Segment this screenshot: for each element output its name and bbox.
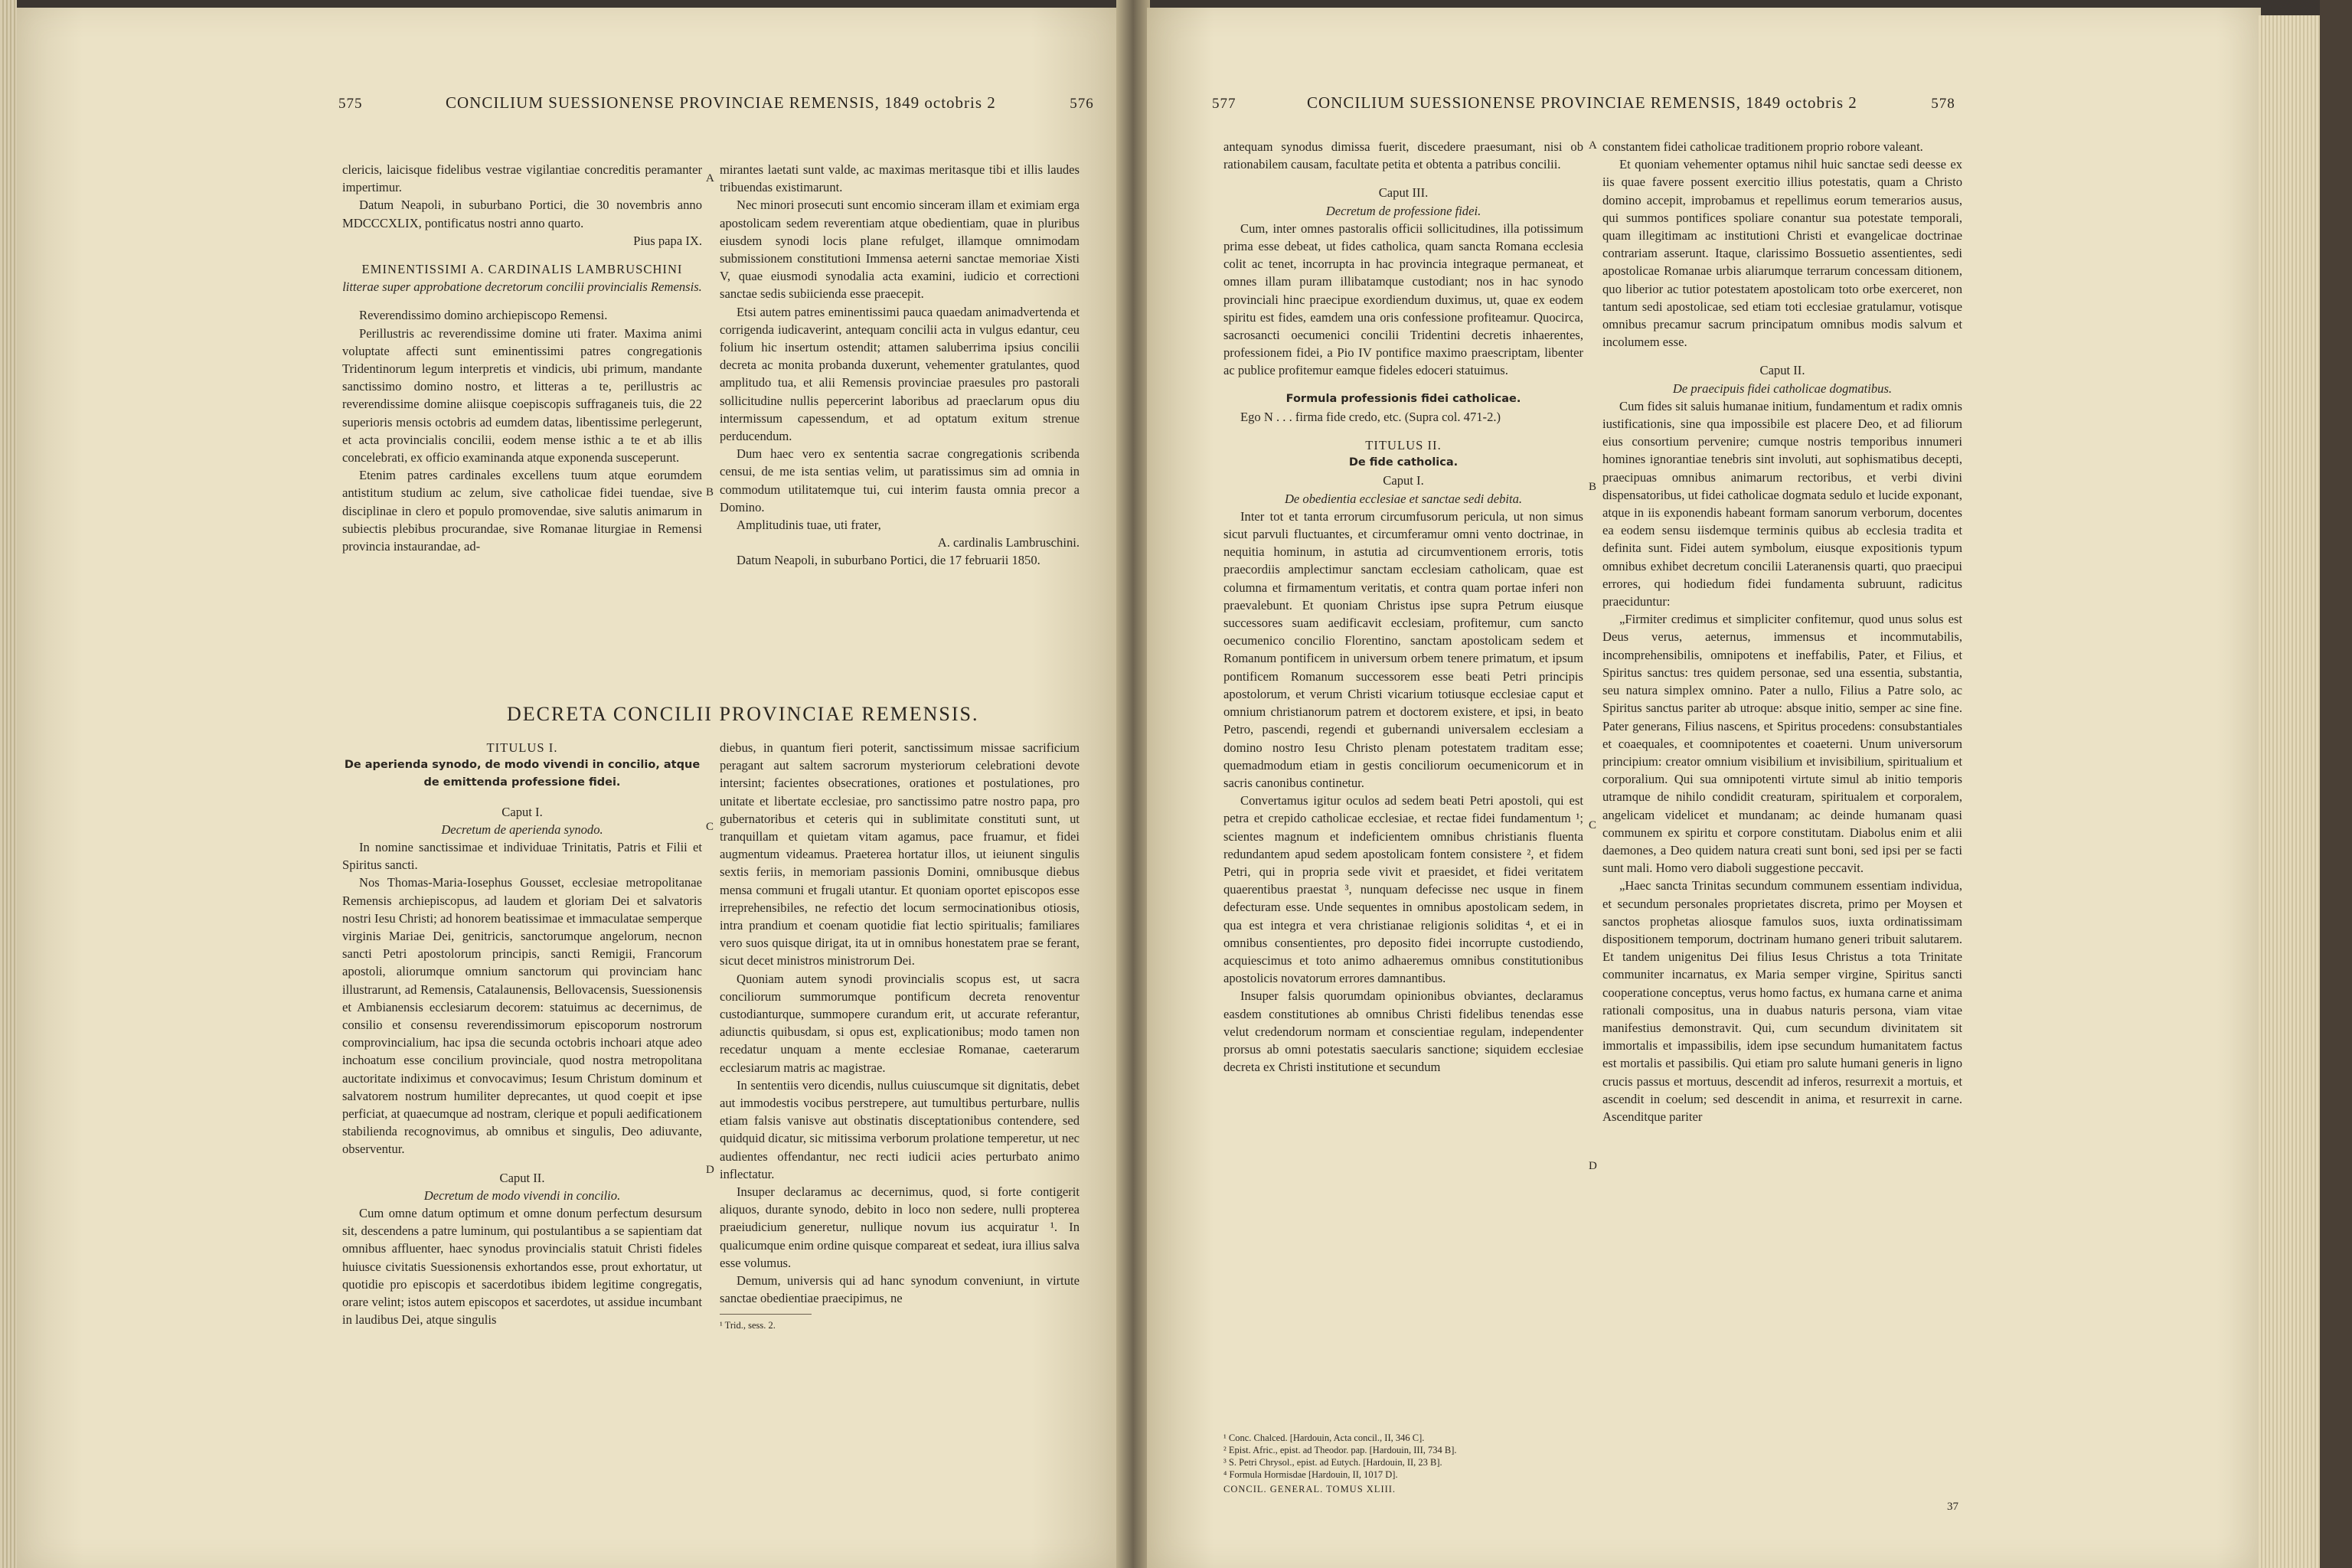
margin-letter-a: A [1589,139,1597,152]
printer-signature: CONCIL. GENERAL. TOMUS XLIII. [1223,1484,1396,1494]
margin-letter-d: D [706,1164,714,1176]
left-page-header [338,93,1094,113]
right-page-header [1212,93,1955,113]
titulus-subtitle: De fide catholica. [1348,456,1459,469]
titulus-heading: TITULUS II. [1365,438,1442,453]
titulus-heading: TITULUS I. [486,740,558,755]
text-block: Cum, inter omnes pastoralis officii sollicitudines, illa potissimum prima esse debeat, ut fides catholica, quam sancta Romana ecclesia colit ac tenet, incorrupta in hac provincia integraque permaneat, et omnes illam puram illibatamque custodiant; nos in hac synodo provinciali hinc praecipue exordiendum duximus, ut, quae ex eodem spiritu est fides, eamdem una oris confessione profiteamur. Quocirca, sacrosancti oecumenici concilii Tridentini decretis inhaerentes, professionem fidei, a Pio IV pontifice maximo praescriptam, libenter ac publice profitemur eamque fideles edoceri statuimus. [1223,220,1583,378]
caput-subtitle: Decretum de aperienda synodo. [441,822,603,837]
left-col1-bottom [342,739,702,1504]
page-number-575: 575 [338,96,363,112]
margin-letter-d: D [1589,1160,1597,1172]
running-title: CONCILIUM SUESSIONENSE PROVINCIAE REMENSIS, 1849 octobris 2 [446,93,996,112]
margin-letter-c: C [706,821,714,833]
text-block: Etenim patres cardinales excellens tuum atque eorumdem antistitum studium ac zelum, sive catholicae fidei tuendae, sive disciplinae in clero et populo promovendae, sive salutis animarum in subiectis plebibus procurandae, sive Romanae liturgiae in Remensi provincia instaurandae, ad- [342,468,702,554]
page-number-576: 576 [1070,96,1094,112]
left-col1-top [342,161,702,697]
caput-heading: Caput II. [499,1170,545,1185]
text-block: mirantes laetati sunt valde, ac maximas meritasque tibi et illis laudes tribuendas existimarunt. [720,162,1080,195]
page-number-577: 577 [1212,96,1236,112]
text-block: Reverendissimo domino archiepiscopo Remensi. [359,308,608,323]
text-block: antequam synodus dimissa fuerit, discedere praesumant, nisi ob rationabilem causam, facultate petita et obtenta a patribus concilii. [1223,139,1583,172]
margin-letter-c: C [1589,819,1597,831]
footnote-rule [720,1314,812,1315]
text-block: Et quoniam vehementer optamus nihil huic sanctae sedi deesse ex iis quae favere possent exercitio illius potestatis, quam a Christo domino accepit, improbamus et repellimus eorum temerarios ausus, qui summos pontifices spoliare conantur sua potestate temporali, quam illegitimam ac institutioni Christi et evangelicae doctrinae contrariam asserunt. Itaque, clarissimo Bossuetio assentientes, sedi apostolicae Romanae urbis aliarumque terrarum concessam ditionem, quo liberior ac tutior potestatem apostolicam toto orbe exerceret, non tantum sedi apostolicae, sed etiam toti ecclesiae gratulamur, votisque omnibus precamur sacrum principatum omnibus modis salvum et incolumem esse. [1602,157,1962,350]
text-block: Datum Neapoli, in suburbano Portici, die 30 novembris anno MDCCCXLIX, pontificatus nostri anno quarto. [342,198,702,230]
footnote: ¹ Trid., sess. 2. [720,1319,776,1331]
page-number-578: 578 [1931,96,1955,112]
right-col1 [1223,138,1583,1455]
text-block: Insuper declaramus ac decernimus, quod, si forte contigerit aliquos, durante synodo, debito in loco non sedere, nulli propterea praeiudicium generetur, nullique novum ius acquiratur ¹. In qualicumque enim ordine quisque compareat et sedeat, iura illius salva esse volumus. [720,1184,1080,1270]
margin-letter-a: A [706,172,714,185]
right-col2 [1602,138,1962,1493]
left-col2-bottom [720,739,1080,1504]
text-block: Ego N . . . firma fide credo, etc. (Supra col. 471-2.) [1240,409,1501,424]
right-footnotes [1223,1432,1583,1531]
caput-heading: Caput I. [1383,473,1424,488]
text-block: „Haec sancta Trinitas secundum communem essentiam individua, et secundum personales proprietates discreta, primo per Moysen et sanctos prophetas aliosque famulos suos, iuxta ordinatissimam dispositionem temporum, doctrinam humano generi tribuit salutarem. Et tandem unigenitus Dei filius Iesus Christus a tota Trinitate communiter incarnatus, ex Maria semper virgine, Spiritus sancti cooperatione conceptus, verus homo factus, ex humana carne et anima rationali compositus, una in duabus naturis persona, viam vitae manifestius demonstravit. Qui, cum secundum divinitatem sit immortalis et impassibilis, idem ipse secundum humanitatem factus est mortalis et passibilis. Qui etiam pro salute humani generis in ligno crucis passus et mortuus, descendit ad inferos, resurrexit a mortuis, et ascendit in coelum; sed descendit in anima, et resurrexit in carne. Ascenditque pariter [1602,878,1962,1124]
caput-subtitle: Decretum de modo vivendi in concilio. [423,1187,621,1203]
footnote: ³ S. Petri Chrysol., epist. ad Eutych. [Hardouin, II, 23 B]. [1223,1457,1442,1468]
text-block: Convertamus igitur oculos ad sedem beati Petri apostoli, qui est petra et crepido catholicae ecclesiae, et rectae fidei fundamentum ¹; scientes magnum et indeficientem omnibus christianis fluenta redundantem apud sedem apostolicam fontem consistere ², et fidem Petri, qui in propria sede vivit et praesidet, et fidei veritatem quaerentibus praestat ³, nunquam defecisse nec usque in finem defecturam esse. Unde sequentes in omnibus apostolicam sedem, in qua est integra et vera christianae religionis soliditas ⁴, et ei in omnibus consentientes, pro deposito fidei incorrupte custodiendo, acquiescimus et toto animo adhaeremus omnibus constitutionibus apostolicis novatorum errores damnantibus. [1223,793,1583,986]
caput-subtitle: De praecipuis fidei catholicae dogmatibus. [1672,381,1893,396]
formula-heading: Formula professionis fidei catholicae. [1285,392,1521,405]
text-block: Demum, universis qui ad hanc synodum conveniunt, in virtute sanctae obedientiae praecipimus, ne [720,1273,1080,1306]
text-block: Perillustris ac reverendissime domine uti frater. Maxima animi voluptate affecti sunt eminentissimi patres congregationis Tridentinorum legum interpretis et vindicis, ubi primum, mandante sanctissimo domino nostro, et litteras a te, perillustris ac reverendissime domine aliisque coepiscopis suffraganeis tuis, die 22 superioris mensis octobris ad eumdem datas, libentissime perlegerunt, et acta provincialis concilii, eodem mense isthic a te et ab illis concelebrati, ex officio examinanda atque exponenda susceperunt. [342,325,702,466]
running-title: CONCILIUM SUESSIONENSE PROVINCIAE REMENSIS, 1849 octobris 2 [1307,93,1857,112]
footnote: ¹ Conc. Chalced. [Hardouin, Acta concil., II, 346 C]. [1223,1432,1425,1443]
text-block: Datum Neapoli, in suburbano Portici, die 17 februarii 1850. [737,553,1040,568]
text-block: Dum haec vero ex sententia sacrae congregationis scribenda censui, de me ista sentias velim, ut paratissimus sim ad omnia in commodum utilitatemque tui, cui interim fausta omnia precor a Domino. [720,446,1080,514]
text-block: Quoniam autem synodi provincialis scopus est, ut sacra conciliorum summorumque pontificum decreta renoventur custodianturque, summopere curandum erit, ut accurate referantur, adiunctis quibusdam, si opus est, explicationibus; modo tamen non recedatur unquam a mente ecclesiae Romanae, caeterarum ecclesiarum matris ac magistrae. [720,971,1080,1075]
book-edge-left [0,0,17,1568]
text-block: diebus, in quantum fieri poterit, sanctissimum missae sacrificium peragant aut saltem sacrorum mysteriorum celebrationi devote intersint; facientes obsecrationes, orationes et postulationes, pro unitate et libertate ecclesiae, pro sanctissimo patre nostro papa, pro gubernatoribus et ceteris qui in sublimitate constituti sunt, ut tranquillam et quietam vitam agamus, pace fruamur, et fidei augmentum videamus. Praeterea hortatur illos, ut ieiunent singulis sextis feriis, in memoriam passionis Domini, omnibusque diebus mensa communi et frugali utantur. Et quoniam oportet episcopos esse irreprehensibiles, ne refectio det locum sermocinationibus otiosis, intra prandium et coenam quotidie fiat lectio spiritualis; familiares vero suos quisque dirigat, ita ut in omnibus honestatem prae se ferant, sicut decet ministros ministrorum Dei. [720,740,1080,969]
text-block: In sententiis vero dicendis, nullus cuiuscumque sit dignitatis, debet aut immodestis vocibus perstrepere, aut tumultibus perturbare, nullis etiam falsis vanisve aut obstinatis disceptationibus contendere, sed quidquid dicatur, sic mitissima verborum prolatione temperetur, ut nec audientes offendantur, nec recti iudicii acies perturbato animo inflectatur. [720,1077,1080,1181]
book-cover-right [2320,0,2352,1568]
text-block: Etsi autem patres eminentissimi pauca quaedam animadvertenda et corrigenda iudicaverint, antequam concilii acta in vulgus edantur, ceu folium hic insertum ostendit; attamen saluberrima ipsius concilii decreta ac monita probanda duxerunt, vehementer gratulantes, quod amplitudo tua, et alii Remensis provinciae praesules pro pastorali sollicitudine nullis pepercerint laboribus ad praeclarum opus diu intermissum capessendum, et ad optatum exitum strenue perducendum. [720,304,1080,444]
text-block: clericis, laicisque fidelibus vestrae vigilantiae concreditis peramanter impertimur. [342,162,702,195]
book-page-edges [2259,15,2320,1568]
text-block: Insuper falsis quorumdam opinionibus obviantes, declaramus easdem constitutiones ab omnibus Christi fidelibus tenendas esse velut credendorum normam et conscientiae regulam, independenter prorsus ab omni potestatis saecularis sanctione; siquidem ecclesiae decreta ex Christi institutione et secundum [1223,988,1583,1075]
text-block: Cum omne datum optimum et omne donum perfectum desursum sit, descendens a patre luminum, qui postulantibus a se sapientiam dat omnibus affluenter, haec synodus provincialis statuit Christi fideles huiusce civitatis Suessionensis exhortandos esse, prout exhortatur, ut quotidie pro episcopis et sacerdotibus ibidem legitime congregatis, orare velint; istos autem episcopos et sacerdotes, ut assidue incumbant in laudibus Dei, atque singulis [342,1206,702,1328]
caput-heading: Caput III. [1378,185,1429,201]
caput-heading: Caput I. [501,804,543,819]
margin-letter-b: B [706,486,714,498]
book-gutter [1116,0,1150,1568]
margin-letter-b: B [1589,481,1597,493]
caput-heading: Caput II. [1759,363,1805,378]
text-block: Nec minori prosecuti sunt encomio sinceram illam et eximiam erga apostolicam sedem reverentiam atque obedientiam, quae in pluribus eiusdem synodi locis plane refulget, illamque omnimodam submissionem constitutioni Immensa aeterni sanctae memoriae Xisti V, quae eiusmodi synodalia acta examini, iudicio et correctioni sanctae sedis subiicienda esse praecepit. [720,198,1080,302]
section-subheading: litterae super approbatione decretorum concilii provincialis Remensis. [342,279,702,295]
text-block: Amplitudinis tuae, uti frater, [737,518,881,533]
text-block: Inter tot et tanta errorum circumfusorum pericula, ut non simus sicut parvuli fluctuantes, et circumferamur omni vento doctrinae, in nequitia hominum, in astutia ad circumventionem erroris, totis praecordiis amplectimur sanctam ecclesiam catholicam, quae est columna et firmamentum veritatis, et contra quam portae inferi non praevalebunt. Et quoniam Christus ipse supra Petrum eiusque successores suam aedificavit ecclesiam, profitemur, cum sancto oecumenico concilio Florentino, sanctam apostolicam sedem et Romanum pontificem in universum orbem tenere primatum, et ipsum pontificem Romanum successorem esse beati Petri principis apostolorum, et verum Christi vicarium totiusque ecclesiae caput et omnium christianorum patrem et doctorem existere, et ipsi, in beato Petro, pascendi, regendi et gubernandi universalem ecclesiam a domino nostro Iesu Christo plenam potestatem traditam esse; quemadmodum etiam in gestis conciliorum oecumenicorum et in sacris canonibus continetur. [1223,508,1583,790]
caput-subtitle: Decretum de professione fidei. [1325,203,1481,218]
text-block: Cum fides sit saluis humanae initium, fundamentum et radix omnis iustificationis, sine qua impossibile est placere Deo, et ad filiorum eius consortium pervenire; cumque nostris temporibus innumeri homines ignorantiae tenebris sint involuti, aut sophismatibus decepti, praecipuas omnibus animarum rectoribus, et verbi divini dispensatoribus, ut fidei catholicae dogmata sedulo et lucide exponant, atque in iis exponendis habeant formam sanorum verborum, docentes ea eodem sensu iisdemque terminis quibus ab ecclesia tradita et definita sunt. Fidei autem symbolum, eiusque expositionis typum omnibus exhibet decretum concilii Lateranensis quarti, quo praecipui errores, qui hodiedum fidei fundamenta subruunt, radicitus praeciduntur: [1602,398,1962,609]
signature-pius: Pius papa IX. [633,233,702,248]
page-signature-mark: 37 [1947,1501,1958,1513]
left-col2-top [720,161,1080,697]
left-page [17,8,1119,1568]
footnote: ⁴ Formula Hormisdae [Hardouin, II, 1017 D]. [1223,1469,1398,1480]
text-block: Nos Thomas-Maria-Iosephus Gousset, ecclesiae metropolitanae Remensis archiepiscopus, ad laudem et gloriam Dei et salvatoris nostri Iesu Christi; ad honorem beatissimae et immaculatae semperque virginis Mariae Dei, genitricis, sanctorumque angelorum, necnon sancti Petri apostolorum principis, sancti Remigii, Francorum apostoli, aliorumque omnium sanctorum qui provinciam hanc illustrarunt, ad Remensis, Catalaunensis, Bellovacensis, Suessionensis et Ambianensis ecclesiarum decorem: statuimus ac decernimus, de consilio et consensu reverendissimorum episcoporum nostrorum comprovincialium, hac ipsa die secunda octobris inchoari atque adeo inchoatum esse concilium provinciale, quod nostra metropolitana auctoritate indiximus et convocavimus; Iesum Christum dominum et salvatorem nostrum humiliter deprecantes, ut quod coepit et ipse perficiat, at quaecumque ad nostram, clerique et populi aedificationem stabilienda recognovimus, ab omnibus et singulis, Deo adiuvante, observentur. [342,875,702,1157]
section-heading: EMINENTISSIMI A. CARDINALIS LAMBRUSCHINI [361,262,683,277]
text-block: „Firmiter credimus et simpliciter confitemur, quod unus solus est Deus verus, aeternus, immensus et incommutabilis, incomprehensibilis, omnipotens et ineffabilis, Pater, et Filius, et Spiritus sanctus: tres quidem personae, sed una essentia, substantia, seu natura simplex omnino. Pater a nullo, Filius a Patre solo, ac Spiritus sanctus pariter ab utroque: absque initio, semper ac sine fine. Pater generans, Filius nascens, et Spiritus procedens: consubstantiales et coaequales, et coomnipotentes et coaeterni. Unum universorum principium: creator omnium visibilium et invisibilium, spiritualium et corporalium. Qui sua omnipotenti virtute simul ab initio temporis utramque de nihilo condidit creaturam, spiritualem et corporalem, angelicam videlicet et mundanam; ac deinde humanam quasi communem ex spiritu et corpore constitutam. Diabolus enim et alii daemones, a Deo quidem natura creati sunt boni, sed ipsi per se facti sunt mali. Homo vero diaboli suggestione peccavit. [1602,612,1962,876]
titulus-subtitle: De aperienda synodo, de modo vivendi in concilio, atque de emittenda professione fidei. [344,759,701,789]
footnote: ² Epist. Afric., epist. ad Theodor. pap. [Hardouin, III, 734 B]. [1223,1445,1457,1455]
decreta-title: DECRETA CONCILII PROVINCIAE REMENSIS. [507,703,979,725]
signature-lambruschini: A. cardinalis Lambruschini. [937,535,1080,550]
text-block: constantem fidei catholicae traditionem proprio robore valeant. [1602,139,1923,154]
text-block: In nomine sanctissimae et individuae Trinitatis, Patris et Filii et Spiritus sancti. [342,840,702,873]
right-page [1147,8,2261,1568]
caput-subtitle: De obedientia ecclesiae et sanctae sedi debita. [1284,491,1523,506]
